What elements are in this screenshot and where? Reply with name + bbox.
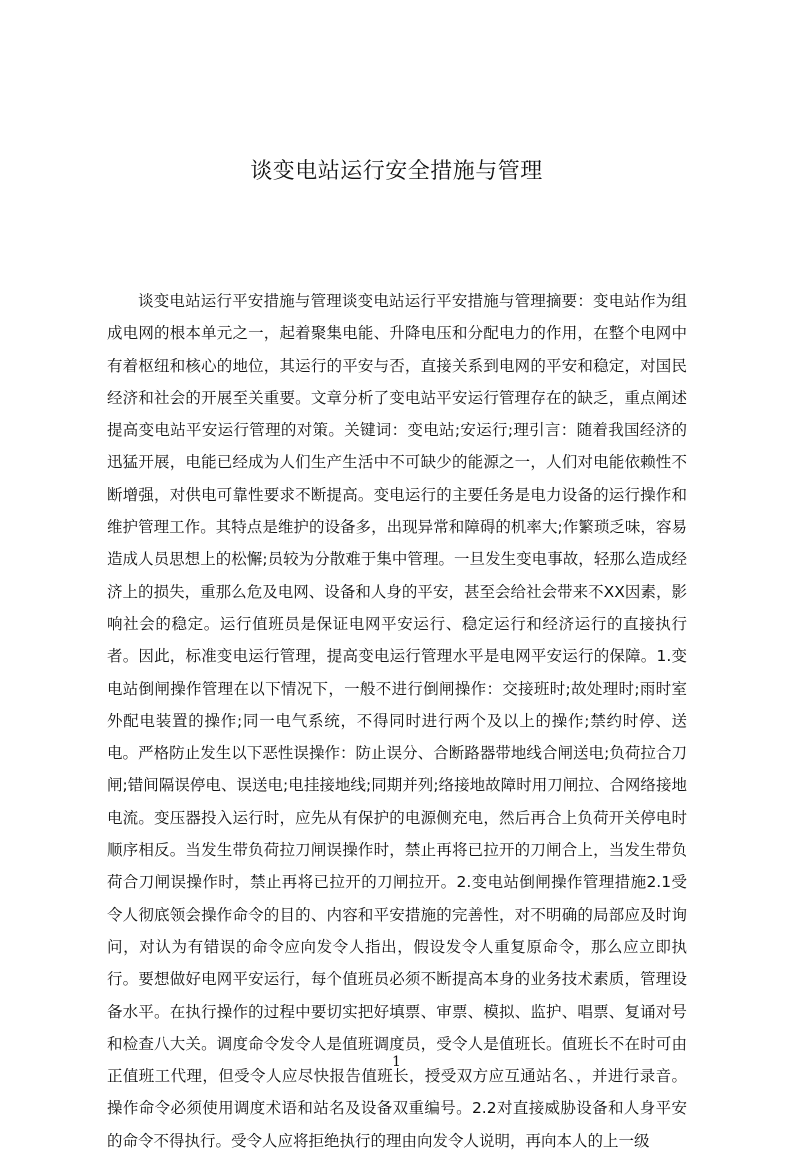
document-title: 谈变电站运行安全措施与管理 [250,158,543,184]
body-paragraph: 谈变电站运行平安措施与管理谈变电站运行平安措施与管理摘要：变电站作为组成电网的根本单元之一，起着聚集电能、升降电压和分配电力的作用，在整个电网中有着枢纽和核心的地位，其运行的平安与否，直接关系到电网的平安和稳定，对国民经济和社会的开展至关重要。文章分析了变电站平安运行管理存在的缺乏，重点阐述提高变电站平安运行管理的对策。关键词：变电站;安运行;理引言：随着我国经济的迅猛开展，电能已经成为人们生产生活中不可缺少的能源之一，人们对电能依赖性不断增强，对供电可靠性要求不断提高。变电运行的主要任务是电力设备的运行操作和维护管理工作。其特点是维护的设备多，出现异常和障碍的机率大;作繁琐乏味，容易造成人员思想上的松懈;员较为分散难于集中管理。一旦发生变电事故，轻那么造成经济上的损失，重那么危及电网、设备和人身的平安，甚至会给社会带来不XX因素，影响社会的稳定。运行值班员是保证电网平安运行、稳定运行和经济运行的直接执行者。因此，标准变电运行管理，提高变电运行管理水平是电网平安运行的保障。1.变电站倒闸操作管理在以下情况下，一般不进行倒闸操作：交接班时;故处理时;雨时室外配电装置的操作;同一电气系统，不得同时进行两个及以上的操作;禁约时停、送电。严格防止发生以下恶性误操作：防止误分、合断路器带地线合闸送电;负荷拉合刀闸;错间隔误停电、误送电;电挂接地线;同期并列;络接地故障时用刀闸拉、合网络接地电流。变压器投入运行时，应先从有保护的电源侧充电，然后再合上负荷开关停电时顺序相反。当发生带负荷拉刀闸误操作时，禁止再将已拉开的刀闸合上，当发生带负荷合刀闸误操作时，禁止再将已拉开的刀闸拉开。2.变电站倒闸操作管理措施2.1受令人彻底领会操作命令的目的、内容和平安措施的完善性，对不明确的局部应及时询问，对认为有错误的命令应向发令人指出，假设发令人重复原命令，那么应立即执行。要想做好电网平安运行，每个值班员必须不断提高本身的业务技术素质，管理设备水平。在执行操作的过程中要切实把好填票、审票、模拟、监护、唱票、复诵对号和检查八大关。调度命令发令人是值班调度员，受令人是值班长。值班长不在时可由正值班工代理，但受令人应尽快报告值班长，授受双方应互通站名、，并进行录音。操作命令必须使用调度术语和站名及设备双重编号。2.2对直接威胁设备和人身平安的命令不得执行。受令人应将拒绝执行的理由向发令人说明，再向本人的上一级 [107,292,687,1150]
page-number: 1 [392,1054,401,1070]
